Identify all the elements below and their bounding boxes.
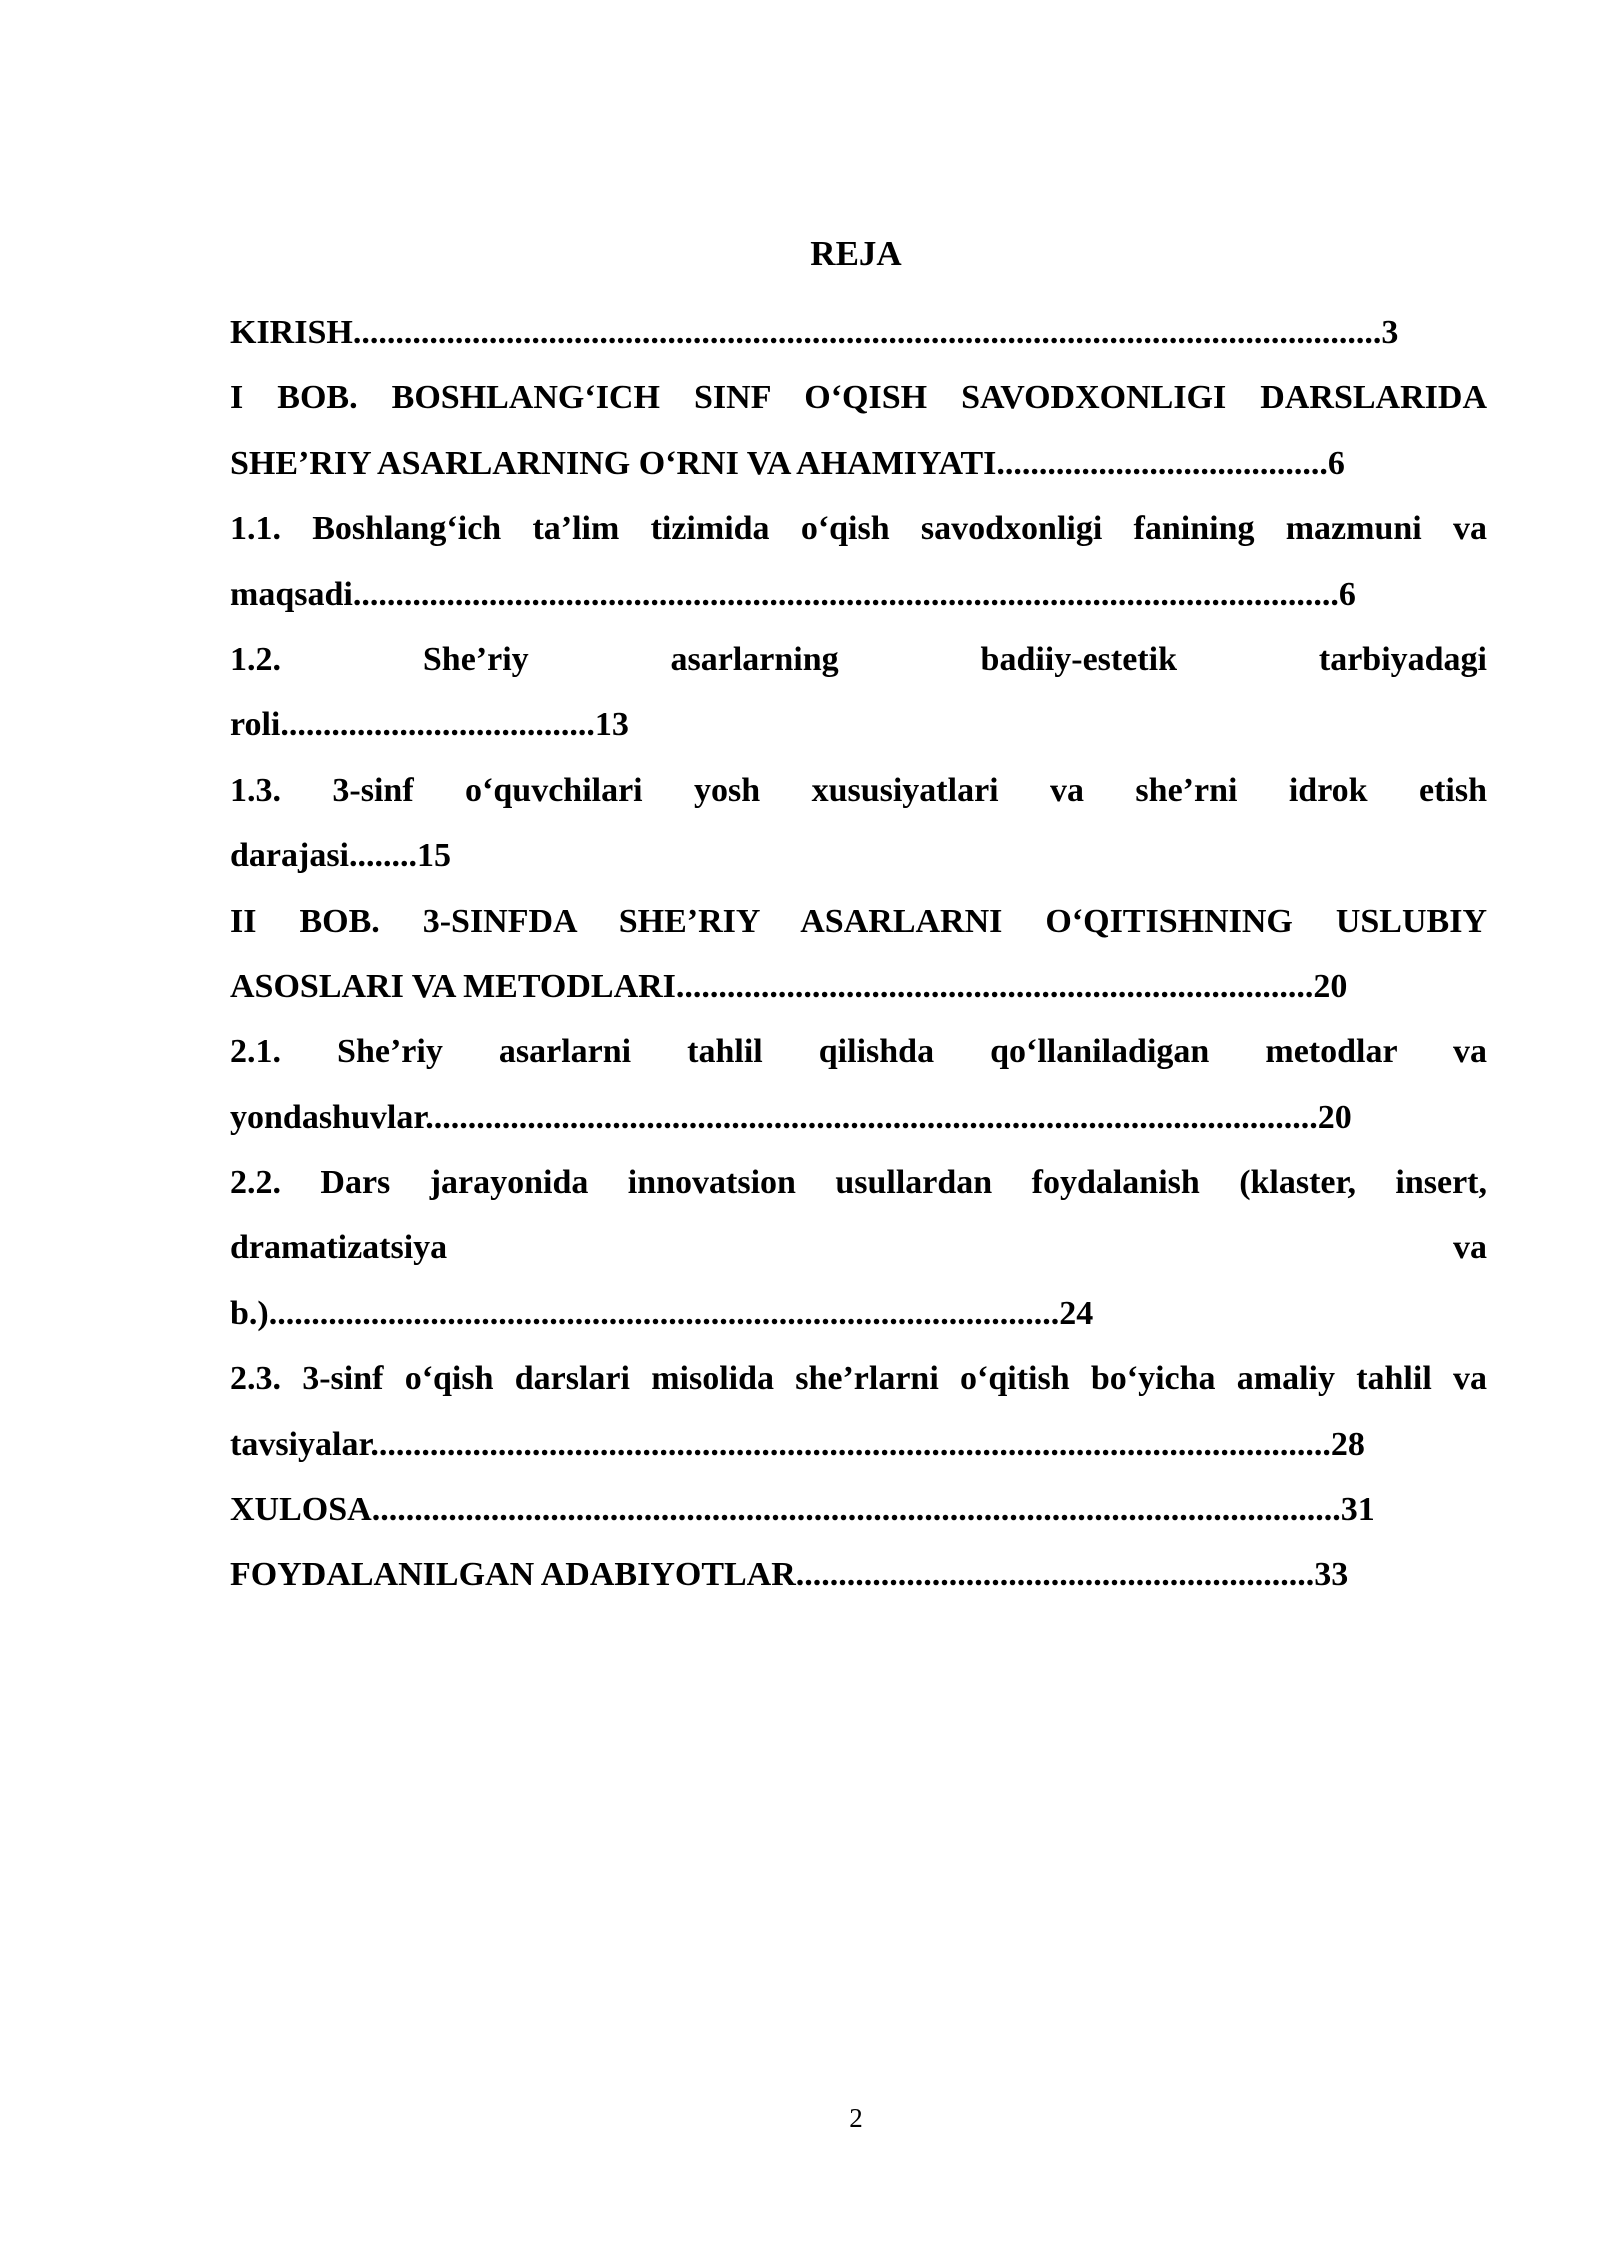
toc-line-xulosa: XULOSA..................................................................................................................31	[230, 1491, 1375, 1529]
table-of-contents	[230, 300, 1487, 1608]
toc-line-section-2-1: 2.1. She’riy asarlarni tahlil qilishda qo‘llaniladigan metodlar va	[230, 1033, 1487, 1071]
toc-line-section-2-2-end: b.).............................................................................................24	[230, 1294, 1094, 1332]
toc-line-section-1-3-cont: darajasi........15	[230, 837, 451, 875]
toc-line-section-1-1-cont: maqsadi....................................................................................................................6	[230, 575, 1356, 613]
toc-line-section-1-1: 1.1. Boshlang‘ich ta’lim tizimida o‘qish savodxonligi fanining mazmuni va	[230, 510, 1487, 548]
toc-line-section-2-2-cont: dramatizatsiya va	[230, 1229, 1487, 1267]
toc-line-adabiyotlar: FOYDALANILGAN ADABIYOTLAR.............................................................33	[230, 1556, 1349, 1594]
toc-line-section-2-3: 2.3. 3-sinf o‘qish darslari misolida she’rlarni o‘qitish bo‘yicha amaliy tahlil va	[230, 1360, 1487, 1398]
toc-line-chapter-2-title-cont: ASOSLARI VA METODLARI...........................................................................20	[230, 967, 1348, 1005]
toc-line-section-1-2-cont: roli.....................................13	[230, 706, 629, 744]
toc-line-section-1-3: 1.3. 3-sinf o‘quvchilari yosh xususiyatlari va she’rni idrok etish	[230, 771, 1487, 809]
toc-line-kirish: KIRISH.........................................................................................................................3	[230, 314, 1399, 351]
page-number: 2	[849, 2103, 863, 2133]
toc-line-chapter-1-title-cont: SHE’RIY ASARLARNING O‘RNI VA AHAMIYATI.......................................6	[230, 444, 1345, 482]
page-title: REJA	[810, 234, 902, 273]
toc-line-section-2-1-cont: yondashuvlar.........................................................................................................20	[230, 1098, 1352, 1136]
toc-line-chapter-2-title: II BOB. 3-SINFDA SHE’RIY ASARLARNI O‘QITISHNING USLUBIY	[230, 902, 1487, 940]
toc-line-section-1-2: 1.2. She’riy asarlarning badiiy-estetik tarbiyadagi	[230, 640, 1487, 678]
toc-line-section-2-2: 2.2. Dars jarayonida innovatsion usullardan foydalanish (klaster, insert,	[230, 1164, 1487, 1202]
toc-line-section-2-3-cont: tavsiyalar.................................................................................................................28	[230, 1425, 1365, 1463]
toc-line-chapter-1-title: I BOB. BOSHLANG‘ICH SINF O‘QISH SAVODXONLIGI DARSLARIDA	[230, 379, 1487, 417]
